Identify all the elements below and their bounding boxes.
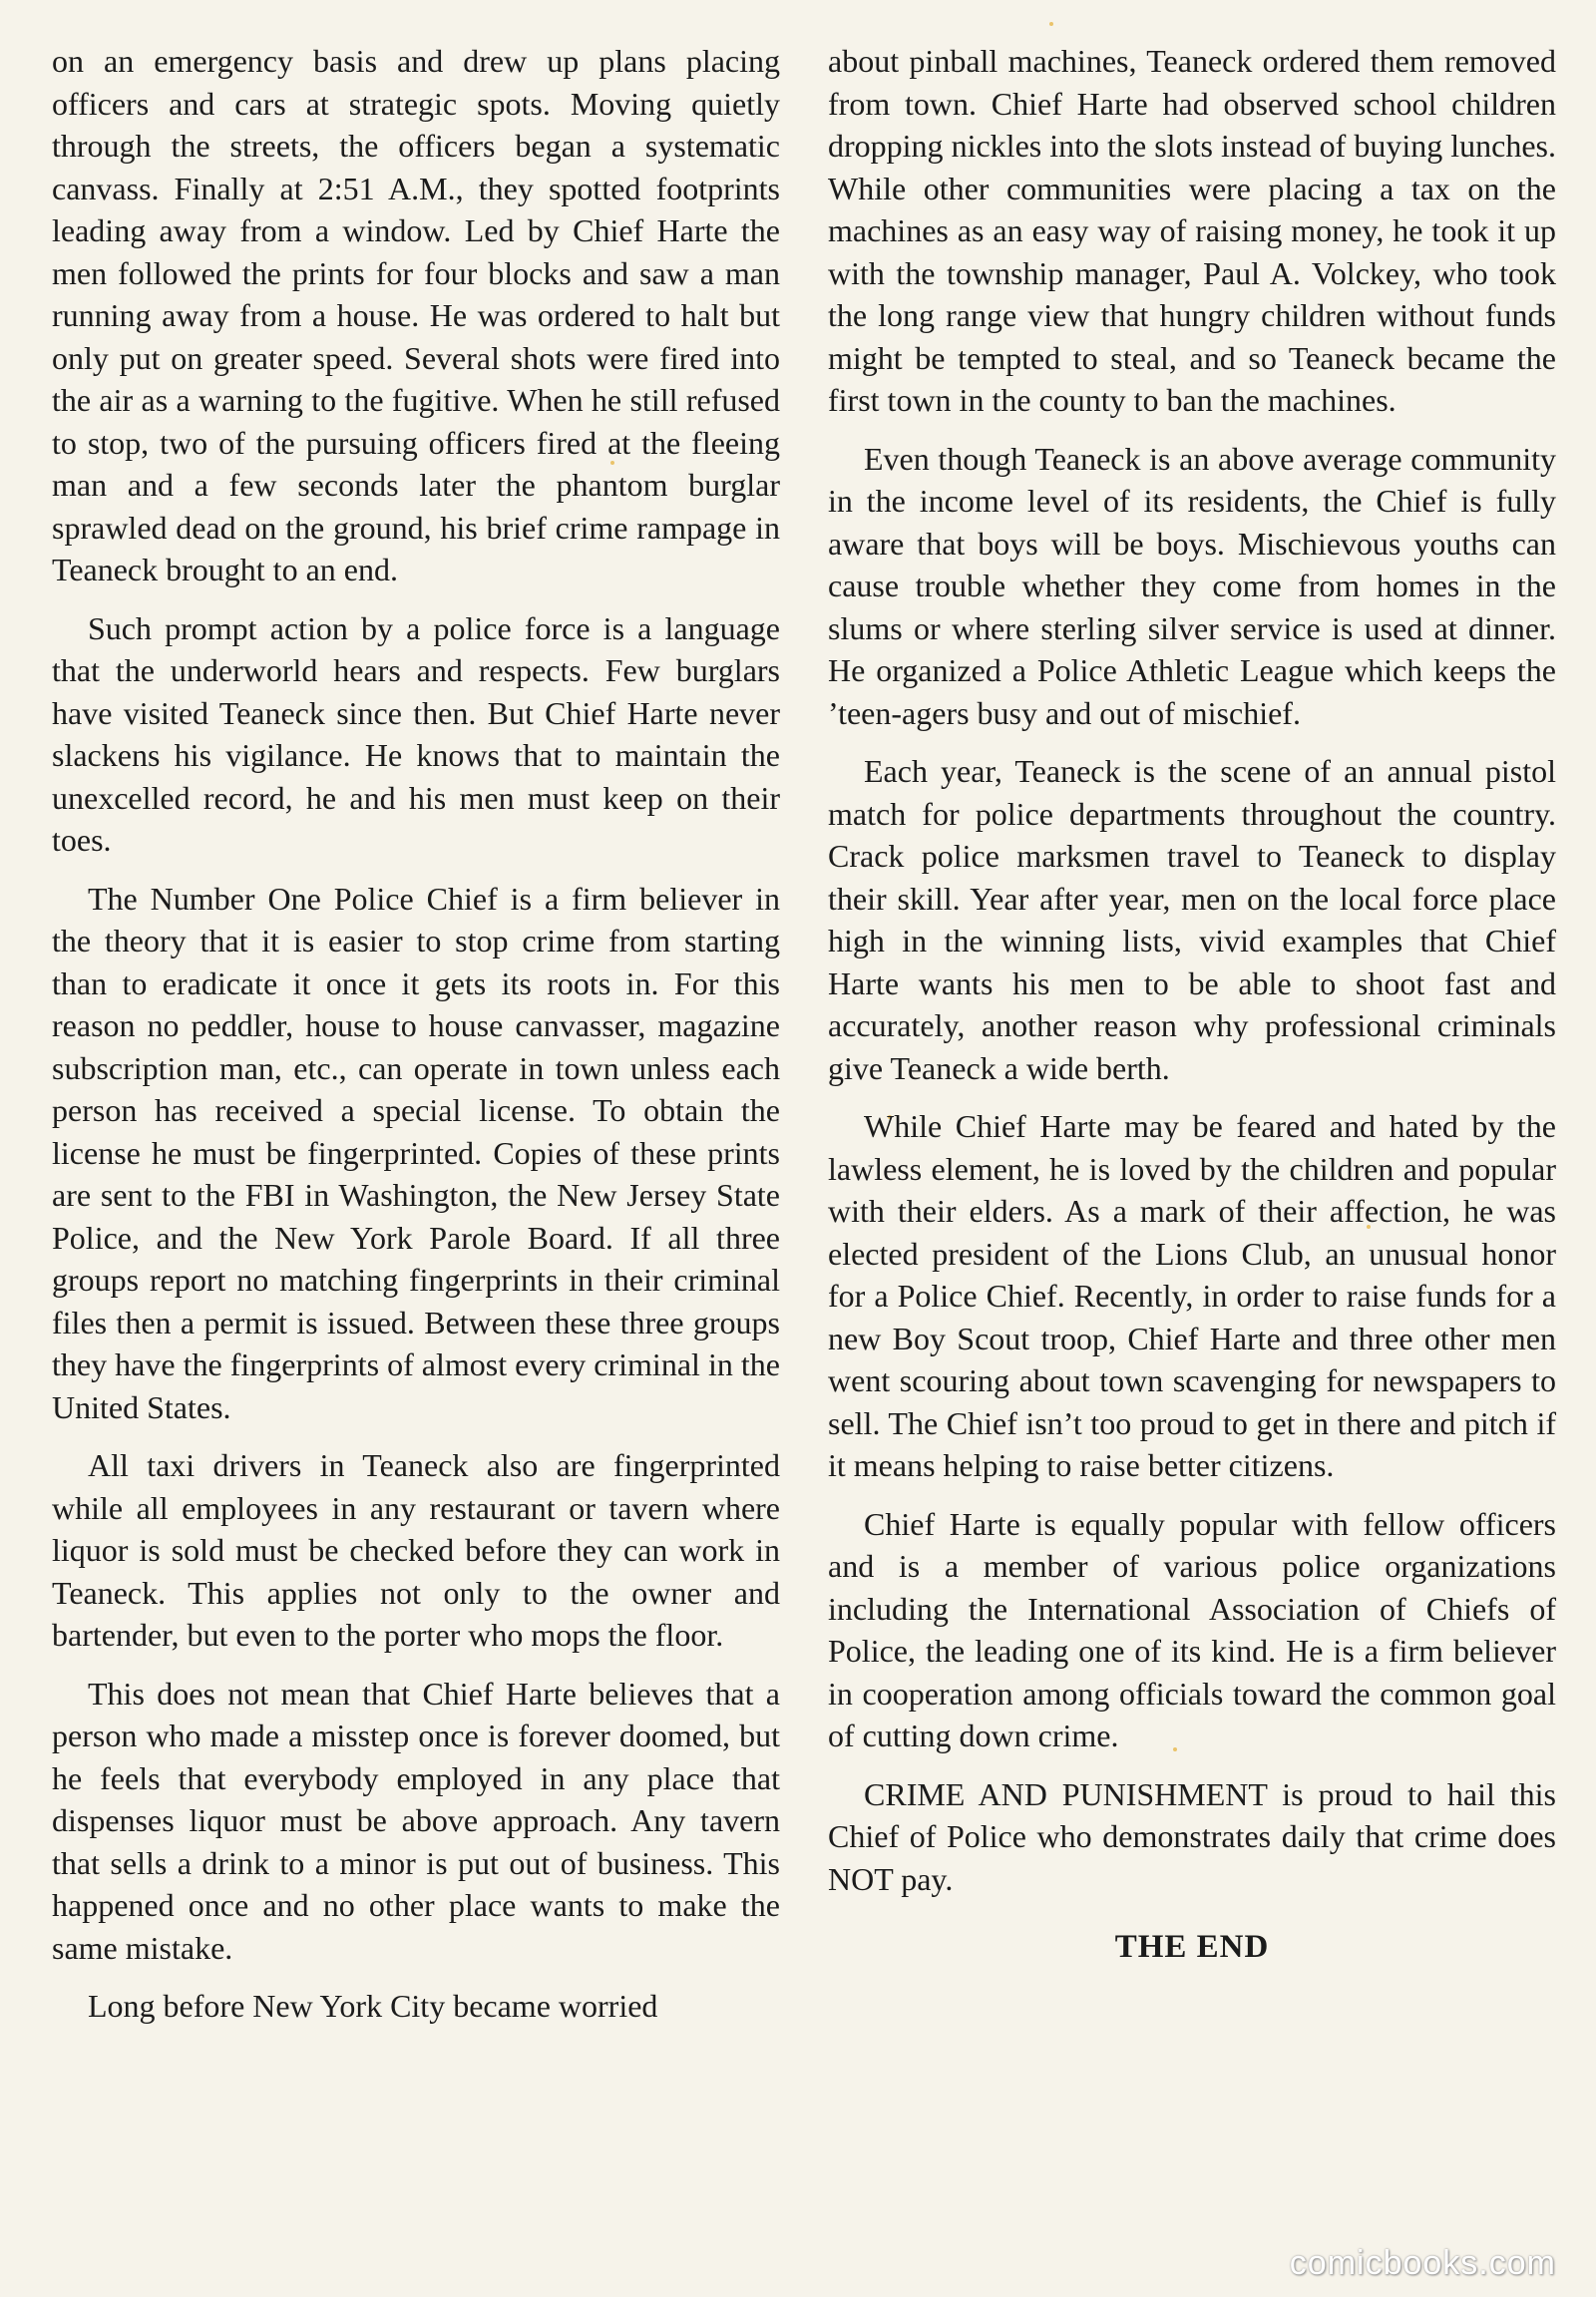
paragraph: Even though Teaneck is an above average community in the income level of its residents, the Chief is fully aware that boys will be boys. Mischievous youths can cause trouble whether they come from homes in the slums or where sterling silver service is used at dinner. He organized a Police Athletic League which keeps the ’teen-agers busy and out of mischief.: [828, 440, 1556, 731]
paragraph: This does not mean that Chief Harte believes that a person who made a misstep once is forever doomed, but he feels that everybody employed in any place that dispenses liquor must be above approach. Any tavern that sells a drink to a minor is put out of business. This happened once and no other place wants to make the same mistake.: [52, 1675, 780, 1966]
paragraph: Chief Harte is equally popular with fellow officers and is a member of various police organizations including the International Association of Chiefs of Police, the leading one of its kind. He is a firm believer in cooperation among officials toward the common goal of cutting down crime.: [828, 1505, 1556, 1753]
paragraph: While Chief Harte may be feared and hated by the lawless element, he is loved by the children and popular with their elders. As a mark of their affection, he was elected president of the Lions Club, an unusual honor for a Police Chief. Recently, in order to raise funds for a new Boy Scout troop, Chief Harte and three other men went scouring about town scavenging for newspapers to sell. The Chief isn’t too proud to get in there and pitch if it means helping to raise better citizens.: [828, 1108, 1556, 1483]
paragraph: The Number One Police Chief is a firm believer in the theory that it is easier to stop crime from starting than to eradicate it once it gets its roots in. For this reason no peddler, house to house canvasser, magazine subscription man, etc., can operate in town unless each person has received a special license. To obtain the license he must be fingerprinted. Copies of these prints are sent to the FBI in Washington, the New Jersey State Police, and the New York Parole Board. If all three groups report no matching fingerprints in their criminal files then a permit is issued. Between these three groups they have the fingerprints of almost every criminal in the United States.: [52, 880, 780, 1425]
paragraph: Long before New York City became worried: [88, 1988, 658, 2024]
paragraph: Each year, Teaneck is the scene of an annual pistol match for police departments throughout the country. Crack police marksmen travel to Teaneck to display their skill. Year after year, men on the local force place high in the winning lists, vivid examples that Chief Harte wants his men to be able to shoot fast and accurately, another reason why professional criminals give Teaneck a wide berth.: [828, 753, 1556, 1086]
right-text-column: [828, 40, 1556, 1985]
paragraph: Such prompt action by a police force is a language that the underworld hears and respects. Few burglars have visited Teaneck since then. But Chief Harte never slackens his vigilance. He knows that to maintain the unexcelled record, he and his men must keep on their toes.: [52, 609, 780, 858]
left-text-column: [52, 40, 780, 2028]
paragraph: on an emergency basis and drew up plans placing officers and cars at strategic spots. Moving quietly through the streets, the officers began a systematic canvass. Finally at 2:51 A.M., they spotted footprints leading away from a window. Led by Chief Harte the men followed the prints for four blocks and saw a man running away from a house. He was ordered to halt but only put on greater speed. Several shots were fired into the air as a warning to the fugitive. When he still refused to stop, two of the pursuing officers fired at the fleeing man and a few seconds later the phantom burglar sprawled dead on the ground, his brief crime rampage in Teaneck brought to an end.: [52, 43, 780, 587]
paragraph: about pinball machines, Teaneck ordered them removed from town. Chief Harte had observed school children dropping nickles into the slots instead of buying lunches. While other communities were placing a tax on the machines as an easy way of raising money, he took it up with the township manager, Paul A. Volckey, who took the long range view that hungry children without funds might be tempted to steal, and so Teaneck became the first town in the county to ban the machines.: [828, 43, 1556, 418]
paper-speck: [1049, 22, 1053, 26]
the-end-label: THE END: [1114, 1929, 1270, 1965]
site-watermark: comicbooks.com: [1289, 2244, 1556, 2282]
paragraph: All taxi drivers in Teaneck also are fingerprinted while all employees in any restaurant or tavern where liquor is sold must be checked before they can work in Teaneck. This applies not only to the owner and bartender, but even to the porter who mops the floor.: [52, 1447, 780, 1653]
paragraph: CRIME AND PUNISHMENT is proud to hail this Chief of Police who demonstrates daily that crime does NOT pay.: [828, 1775, 1556, 1897]
